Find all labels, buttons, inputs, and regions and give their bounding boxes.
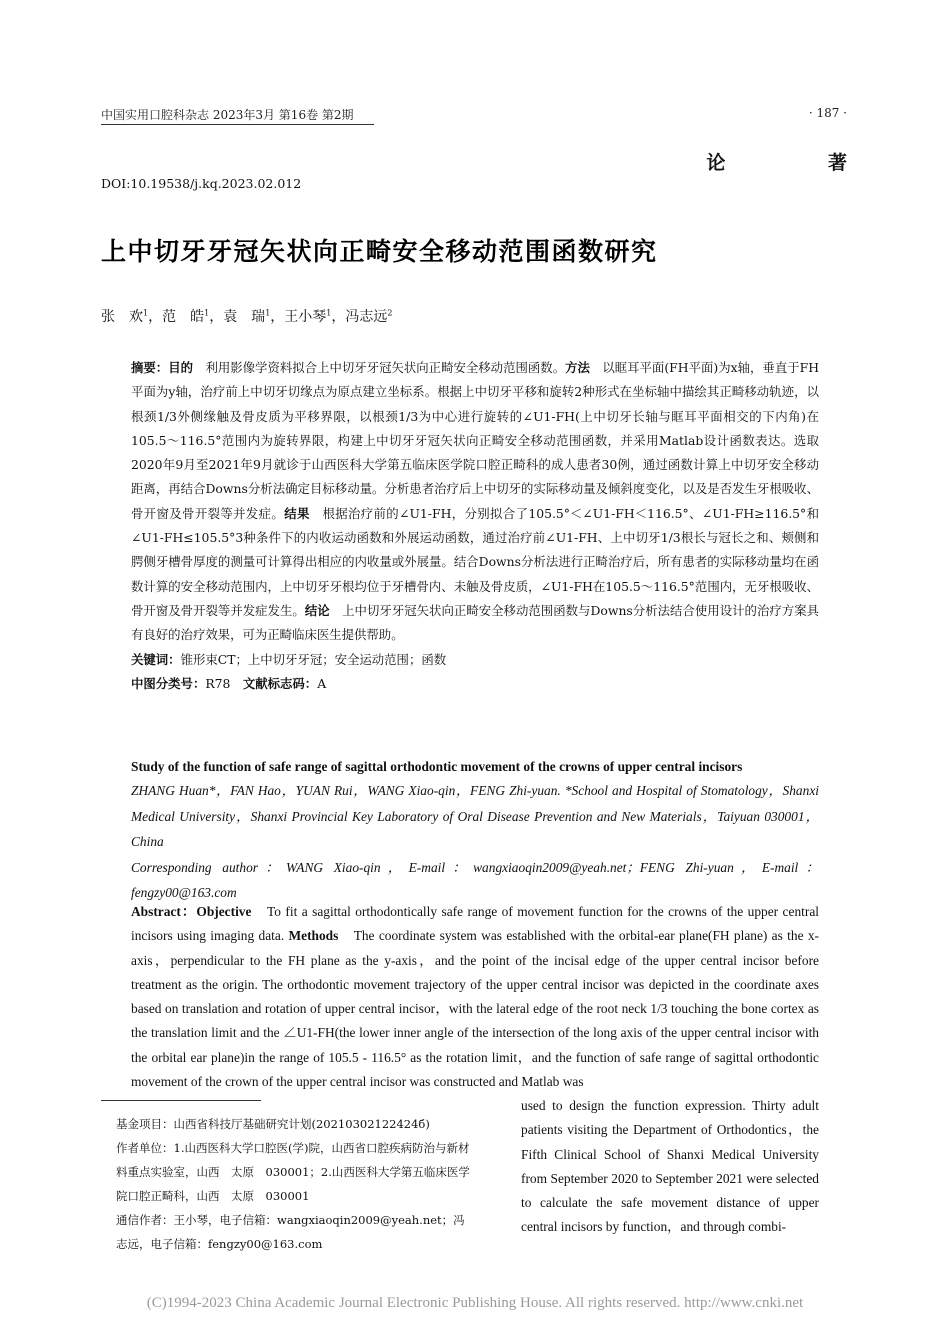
keywords-value: 锥形束CT；上中切牙牙冠；安全运动范围；函数: [180, 651, 447, 667]
fund-note: 基金项目：山西省科技厅基础研究计划(20210302122424б): [116, 1117, 430, 1131]
author-affil-mark: 1: [143, 308, 149, 318]
en-methods-label: Methods: [288, 928, 339, 944]
en-objective-label: Objective: [196, 904, 252, 919]
classification-line: [131, 672, 819, 696]
footnotes: [101, 1112, 471, 1256]
corresponding-author: Corresponding author：WANG Xiao-qin，E-mail：wangxiaoqin2009@yeah.net；FENG Zhi-yuan，E-mail：fengzy00@163.com: [131, 859, 819, 900]
en-methods-text: The coordinate system was established with the orbital-ear plane(FH plane) as the x-axis，perpendicular to the FH plane as the y-axis，and the point of the incisal edge of the upper central incisor before treatment as the origin. The orthodontic movement trajectory of the upper central incisor was depicted in the coordinate axes based on translation and rotation of upper central incisor，with the lateral edge of the root neck 1/3 touching the bone cortex as the translation limit and the ∠U1-FH(the lower inner angle of the intersection of the long axis of the upper central incisor with the orbital ear plane)in the range of 105.5 - 116.5° as the rotation limit，and the function of safe range of sagittal orthodontic movement of the crown of the upper central incisor was constructed and Matlab was: [131, 928, 819, 1090]
english-abstract: [131, 900, 819, 1094]
conclusion-label: 结论: [304, 602, 330, 618]
author-affil-mark: 1: [265, 308, 271, 318]
keywords-line: [131, 648, 819, 672]
chinese-abstract: [131, 356, 819, 696]
methods-text: 以眶耳平面(FH平面)为x轴，垂直于FH平面为y轴，治疗前上中切牙切缘点为原点建立坐标系。根据上中切牙平移和旋转2种形式在坐标轴中描绘其正畸移动轨迹，以根颈1/3外侧缘触及骨皮质为平移界限，以根颈1/3为中心进行旋转的∠U1-FH(上中切牙长轴与眶耳平面相交的下内角)在105.5～116.5°范围内为旋转界限，构建上中切牙牙冠矢状向正畸安全移动范围函数，并采用Matlab设计函数表达。选取2020年9月至2021年9月就诊于山西医科大学第五临床医学院口腔正畸科的成人患者30例，通过函数计算上中切牙安全移动距离，再结合Downs分析法确定目标移动量。分析患者治疗后上中切牙的实际移动量及倾斜度变化，以及是否发生牙根吸收、骨开窗及骨开裂等并发症。: [131, 360, 820, 521]
english-author-affiliation: ZHANG Huan*，FAN Hao，YUAN Rui，WANG Xiao-qin，FENG Zhi-yuan. *School and Hospital of Stomatology，Shanxi Medical University，Shanxi Provincial Key Laboratory of Oral Disease Prevention and New Materials，Taiyuan 030001，China: [131, 783, 819, 849]
author-separator: ，: [270, 309, 285, 325]
author-separator: ，: [148, 309, 163, 325]
author-name: 冯志远: [345, 309, 388, 325]
objective-text: 利用影像学资料拟合上中切牙牙冠矢状向正畸安全移动范围函数。: [205, 360, 566, 375]
footnote-rule: [101, 1100, 261, 1101]
conclusion-text: 上中切牙牙冠矢状向正畸安全移动范围函数与Downs分析法结合使用设计的治疗方案具有良好的治疗效果，可为正畸临床医生提供帮助。: [131, 602, 820, 643]
page-number: · 187 ·: [808, 106, 847, 120]
clc-label: 中图分类号：: [131, 675, 206, 691]
english-title: Study of the function of safe range of sagittal orthodontic movement of the crowns of upper central incisors: [131, 759, 743, 774]
keywords-label: 关键词：: [131, 651, 181, 667]
copyright-footer: (C)1994-2023 China Academic Journal Electronic Publishing House. All rights reserved. http://www.cnki.net: [146, 1295, 804, 1311]
author-name: 张 欢: [101, 309, 143, 325]
author-list: [101, 306, 392, 326]
correspondence-note: 通信作者：王小琴，电子信箱：wangxiaoqin2009@yeah.net；冯志远，电子信箱：fengzy00@163.com: [116, 1213, 465, 1251]
results-label: 结果: [284, 505, 310, 521]
header-rule: [101, 124, 374, 125]
methods-label: 方法: [565, 360, 590, 375]
doi[interactable]: DOI:10.19538/j.kq.2023.02.012: [101, 176, 302, 191]
author-separator: ，: [209, 309, 224, 325]
doc-code-value: A: [317, 675, 327, 691]
article-title: 上中切牙牙冠矢状向正畸安全移动范围函数研究: [101, 237, 658, 266]
objective-label: 目的: [168, 360, 194, 375]
author-affil-mark: 1: [326, 308, 332, 318]
section-label: 论 著: [706, 152, 895, 174]
en-abstract-label: Abstract：: [131, 904, 197, 919]
author-separator: ，: [331, 309, 346, 325]
author-affil-mark: 1: [204, 308, 210, 318]
author-name: 王小琴: [284, 309, 327, 325]
author-affil-mark: 2: [387, 308, 393, 318]
journal-header: 中国实用口腔科杂志 2023年3月 第16卷 第2期: [101, 108, 354, 122]
results-text: 根据治疗前的∠U1-FH，分别拟合了105.5°＜∠U1-FH＜116.5°、∠U1-FH≥116.5°和∠U1-FH≤105.5°3种条件下的内收运动函数和外展运动函数，通过治疗前∠U1-FH、上中切牙1/3根长与冠长之和、颊侧和腭侧牙槽骨厚度的测量可计算得出相应的内收量或外展量。结合Downs分析法进行正畸治疗后，所有患者的实际移动量均在函数计算的安全移动范围内，上中切牙牙根均位于牙槽骨内、未触及骨皮质，∠U1-FH在105.5～116.5°范围内，无牙根吸收、骨开窗及骨开裂等并发症发生。: [131, 505, 820, 618]
en-objective-text: To fit a sagittal orthodontically safe range of movement function for the crowns of the upper central incisors using imaging data.: [131, 904, 819, 944]
affiliation-note: 作者单位：1.山西医科大学口腔医(学)院，山西省口腔疾病防治与新材料重点实验室，山西 太原 030001；2.山西医科大学第五临床医学院口腔正畸科，山西 太原 030001: [116, 1141, 470, 1203]
author-name: 袁 瑞: [223, 309, 266, 325]
abstract-label: 摘要：: [131, 360, 169, 375]
english-authors: [131, 778, 819, 906]
english-abstract-continued: used to design the function expression. Thirty adult patients visiting the Department of Orthodontics，the Fifth Clinical School of Shanxi Medical University from September 2020 to September 2021 were selected to calculate the safe movement distance of upper central incisors by function，and through combi-: [521, 1098, 819, 1235]
clc-value: R78: [205, 675, 231, 691]
doc-code-label: 文献标志码：: [242, 675, 318, 691]
author-name: 范 皓: [162, 309, 205, 325]
